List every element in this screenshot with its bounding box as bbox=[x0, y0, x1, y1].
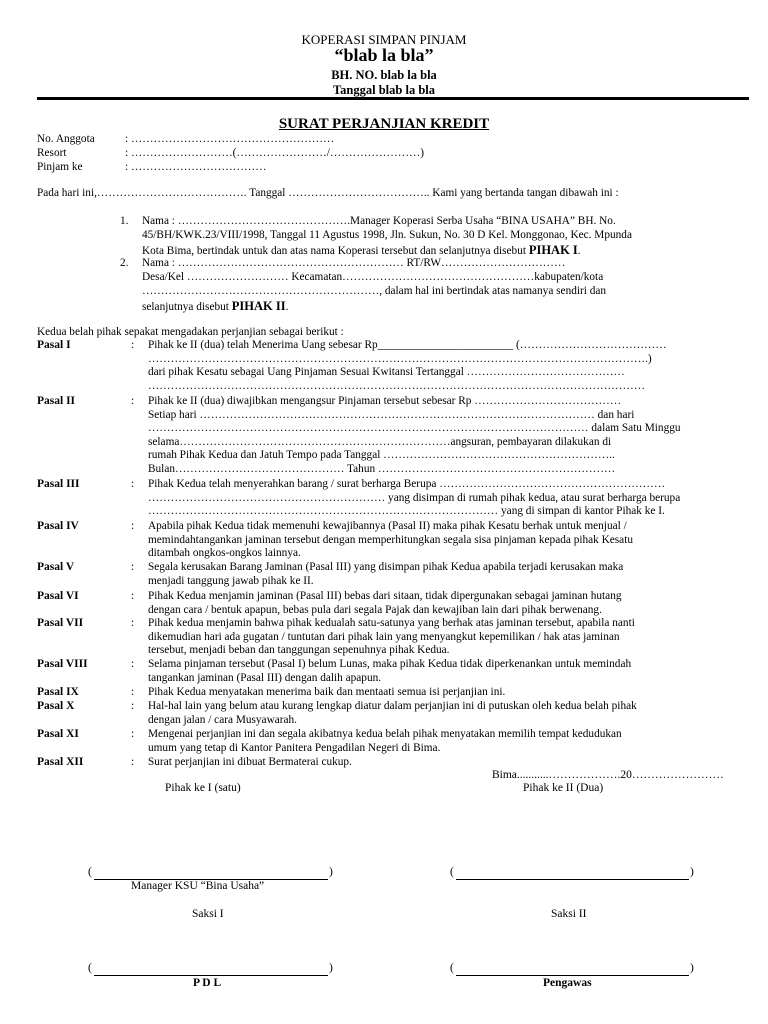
party-line bbox=[142, 216, 616, 227]
article-label: Pasal X bbox=[37, 700, 75, 712]
party-end: . bbox=[577, 245, 581, 257]
article-line: Surat perjanjian ini dibuat Bermaterai cukup. bbox=[148, 756, 352, 768]
article-line: tangankan jaminan (Pasal III) dengan dalih apapun. bbox=[148, 671, 382, 684]
agreement-intro: Kedua belah pihak sepakat mengadakan perjanjian sebagai berikut : bbox=[37, 326, 344, 338]
article-line: Pihak Kedua telah menyerahkan barang / surat berharga Berupa …………………………………………………… bbox=[148, 478, 666, 490]
article-line: menjadi tanggung jawab pihak ke II. bbox=[148, 574, 314, 587]
article-line: ………………………………………………………………………………… yang di simpan di kantor Pihak ke I. bbox=[148, 505, 665, 518]
article-line: ditambah ongkos-ongkos lainnya. bbox=[148, 547, 301, 560]
party-number: 2. bbox=[120, 257, 129, 269]
article-label: Pasal IV bbox=[37, 520, 79, 532]
article-label: Pasal V bbox=[37, 561, 75, 573]
manager-label: Manager KSU “Bina Usaha” bbox=[131, 880, 265, 892]
article-line: selama………………………………………………………………angsuran, pembayaran dilakukan di bbox=[148, 435, 612, 448]
article-line: memindahtangankan jaminan tersebut dengan memperhitungkan segala sisa pinjaman kepada pihak Kesatu bbox=[148, 533, 633, 546]
article-label: Pasal I bbox=[37, 339, 71, 351]
saksi1-label: Saksi I bbox=[192, 908, 224, 920]
pihak1-label: Pihak ke I (satu) bbox=[165, 782, 241, 794]
article-line: Pihak ke II (dua) diwajibkan mengangsur Pinjaman tersebut sebesar Rp ………………………………… bbox=[148, 395, 622, 407]
party-number: 1. bbox=[120, 215, 129, 227]
article-line: Apabila pihak Kedua tidak memenuhi kewajibannya (Pasal II) maka pihak Kesatu berhak untuk menjual / bbox=[148, 520, 627, 532]
article-label: Pasal XI bbox=[37, 728, 79, 740]
article-line: Mengenai perjanjian ini dan segala akibatnya kedua belah pihak menyatakan memilih tempat kedudukan bbox=[148, 728, 622, 740]
org-name: KOPERASI SIMPAN PINJAM bbox=[301, 32, 467, 47]
signature-line-saksi2 bbox=[456, 975, 689, 976]
party-line bbox=[142, 300, 288, 313]
header-divider bbox=[37, 97, 749, 100]
signing-date: Bima...........……………….20…………………… bbox=[492, 769, 724, 781]
article-line: Hal-hal lain yang belum atau kurang lengkap diatur dalam perjanjian ini di putuskan oleh kedua belah pihak bbox=[148, 700, 637, 712]
party-line bbox=[142, 230, 632, 241]
org-title: “blab la bla” bbox=[334, 45, 434, 65]
article-line: tersebut, menjadi beban dan tanggungan sepenuhnya pihak Kedua. bbox=[148, 644, 450, 657]
signature-bracket-close: ) bbox=[690, 866, 694, 878]
article-colon: : bbox=[131, 617, 135, 629]
party-text: 45/BH/KWK.23/VIII/1998, Tanggal 11 Agustus 1998, Jln. Sukun, No. 30 D Kel. Monggonao, Kec. Mpunda bbox=[142, 229, 632, 241]
pengawas-label: Pengawas bbox=[543, 977, 592, 989]
article-label: Pasal VII bbox=[37, 617, 84, 629]
article-line: dengan jalan / cara Musyawarah. bbox=[148, 713, 297, 726]
article-line: Segala kerusakan Barang Jaminan (Pasal III) yang disimpan pihak Kedua apabila terjadi kerusakan maka bbox=[148, 561, 624, 573]
article-line: dikemudian hari ada gugatan / tuntutan dari pihak lain yang menyangkut kepemilikan / hak atas jaminan bbox=[148, 630, 620, 643]
party-text: Desa/Kel ……………………… Kecamatan……………………………………………kabupaten/kota bbox=[142, 271, 604, 283]
signature-bracket-close: ) bbox=[329, 962, 333, 974]
article-colon: : bbox=[131, 686, 135, 698]
article-colon: : bbox=[131, 339, 135, 351]
article-colon: : bbox=[131, 478, 135, 490]
article-line: ……………………………………………………… yang disimpan di rumah pihak kedua, atau surat berharga berupa bbox=[148, 491, 681, 504]
bh-number: BH. NO. blab la bla bbox=[331, 68, 437, 82]
signature-bracket-close: ) bbox=[329, 866, 333, 878]
signature-bracket-open: ( bbox=[450, 866, 454, 878]
party-text: Kota Bima, bertindak untuk dan atas nama Koperasi tersebut dan selanjutnya disebut bbox=[142, 245, 526, 257]
signature-line-saksi1 bbox=[94, 975, 328, 976]
field-value: : ………………………(……………………/……………………) bbox=[125, 147, 425, 159]
signature-bracket-close: ) bbox=[690, 962, 694, 974]
article-line: Pihak Kedua menjamin jaminan (Pasal III) bebas dari sitaan, tidak dipergunakan sebagai jaminan hutang bbox=[148, 590, 622, 602]
article-line: dengan cara / bentuk apapun, bebas pula dari segala Pajak dan kewajiban lain dari pihak berwenang. bbox=[148, 603, 602, 616]
party-text: selanjutnya disebut bbox=[142, 301, 229, 313]
article-line: rumah Pihak Kedua dan Jatuh Tempo pada Tanggal …………………………………………………….. bbox=[148, 449, 615, 462]
party-line bbox=[142, 272, 603, 283]
article-line: Bulan……………………………………… Tahun ……………………………………………………… bbox=[148, 463, 616, 475]
article-label: Pasal VIII bbox=[37, 658, 88, 670]
article-line: Pihak Kedua menyatakan menerima baik dan mentaati semua isi perjanjian ini. bbox=[148, 686, 506, 698]
party-designation: PIHAK I bbox=[528, 243, 578, 257]
article-label: Pasal IX bbox=[37, 686, 79, 698]
field-label: Pinjam ke bbox=[37, 161, 83, 173]
article-colon: : bbox=[131, 700, 135, 712]
article-label: Pasal III bbox=[37, 478, 80, 490]
party-line bbox=[142, 258, 565, 269]
signature-bracket-open: ( bbox=[88, 962, 92, 974]
article-label: Pasal II bbox=[37, 395, 76, 407]
article-label: Pasal VI bbox=[37, 590, 79, 602]
header-date: Tanggal blab la bla bbox=[332, 83, 435, 97]
article-line: dari pihak Kesatu sebagai Uang Pinjaman Sesuai Kwitansi Tertanggal …………………………………… bbox=[148, 366, 625, 379]
party-text: Nama : ……………………………………….Manager Koperasi Serba Usaha “BINA USAHA” BH. No. bbox=[142, 215, 616, 227]
party-line bbox=[142, 286, 606, 297]
intro-line: Pada hari ini,…………………………………. Tanggal ……………………………….. Kami yang bertanda tangan dibawah ini : bbox=[37, 187, 619, 199]
document-title: SURAT PERJANJIAN KREDIT bbox=[278, 116, 490, 132]
article-colon: : bbox=[131, 395, 135, 407]
signature-line-pihak2 bbox=[456, 879, 689, 880]
article-line: Setiap hari …………………………………………………………………………………………… dan hari bbox=[148, 408, 635, 421]
article-colon: : bbox=[131, 728, 135, 740]
article-line: Pihak ke II (dua) telah Menerima Uang sebesar Rp________________________ (………………………………… bbox=[148, 339, 667, 351]
field-value: : ……………………………… bbox=[125, 161, 267, 173]
pdl-label: P D L bbox=[193, 977, 222, 989]
signature-bracket-open: ( bbox=[88, 866, 92, 878]
article-line: ……………………………………………………………………………………………………… dalam Satu Minggu bbox=[148, 422, 681, 435]
party-line bbox=[142, 244, 581, 257]
party-designation: PIHAK II bbox=[231, 299, 286, 313]
article-colon: : bbox=[131, 756, 135, 768]
pihak2-label: Pihak ke II (Dua) bbox=[523, 782, 604, 794]
signature-bracket-open: ( bbox=[450, 962, 454, 974]
field-value: : ……………………………………………… bbox=[125, 133, 335, 145]
article-label: Pasal XII bbox=[37, 756, 84, 768]
article-line: Pihak kedua menjamin bahwa pihak kedualah satu-satunya yang berhak atas jaminan tersebut, apabila nanti bbox=[148, 617, 635, 629]
article-colon: : bbox=[131, 520, 135, 532]
party-text: ………………………………………………………, dalam hal ini bertindak atas namanya sendiri dan bbox=[142, 285, 607, 297]
article-line: Selama pinjaman tersebut (Pasal I) belum Lunas, maka pihak Kedua tidak diperkenankan untuk memindah bbox=[148, 658, 632, 670]
article-colon: : bbox=[131, 590, 135, 602]
article-line: umum yang tetap di Kantor Panitera Pengadilan Negeri di Bima. bbox=[148, 741, 441, 754]
party-text: Nama : …………………………………………………… RT/RW…………………………… bbox=[142, 257, 566, 269]
saksi2-label: Saksi II bbox=[551, 908, 587, 920]
field-label: Resort bbox=[37, 147, 67, 159]
article-line: …………………………………………………………………………………………………………………….) bbox=[148, 352, 652, 365]
article-line: …………………………………………………………………………………………………………………… bbox=[148, 379, 646, 392]
field-label: No. Anggota bbox=[37, 133, 95, 145]
article-colon: : bbox=[131, 658, 135, 670]
article-colon: : bbox=[131, 561, 135, 573]
party-end: . bbox=[285, 301, 289, 313]
